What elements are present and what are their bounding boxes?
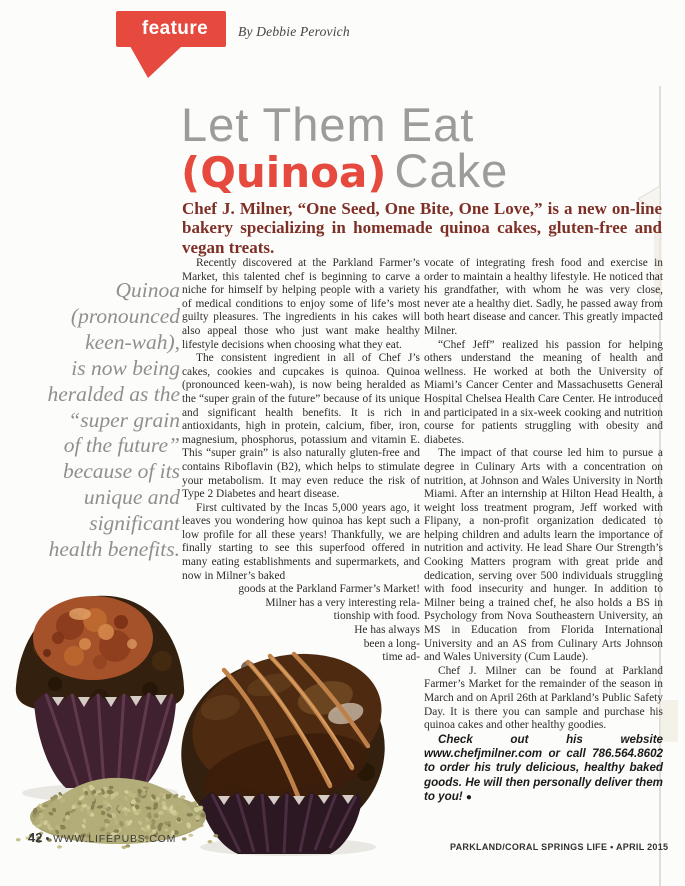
- article-title-line2: [181, 144, 509, 197]
- pull-quote-line: heralded as the: [47, 381, 180, 406]
- article-title-quinoa: (Quinoa): [181, 148, 387, 197]
- pull-quote-line: unique and: [83, 485, 180, 510]
- pull-quote-line: because of its: [62, 459, 180, 484]
- paragraph: First cultivated by the Incas 5,000 years ago, it leaves you wondering how quinoa has kept such a low profile for all these years! Thankfully, we are finally starting to see this superfood offered in many eating establishments and supermarkets, and now in Milner’s baked: [182, 501, 420, 582]
- paragraph: The impact of that course led him to pursue a degree in Culinary Arts with a concentration on nutrition, at Johnson and Wales University in North Miami. After an internship at Hilton Head Health, a weight loss treatment program, Jeff worked with Flipany, a non-profit organization dedicated to helping children and adults learn the importance of nutrition and activity. He lead Share Our Strength’s Cooking Matters program with great pride and dedication, serving over 500 individuals struggling with food insecurity and hunger. In addition to Milner being a trained chef, he also holds a BS in Psychology from Nova Southeastern University, an MS in Education from Florida International University and an AS from Culinary Arts Johnson and Wales University (Cum Laude).: [424, 447, 663, 664]
- paragraph: vocate of integrating fresh food and exercise in order to maintain a healthy lifestyle. He noticed that his grandfather, with whom he was very close, never ate a healthy diet. Sadly, he passed away from both heart disease and cancer. This greatly impacted Milner.: [424, 257, 663, 337]
- paragraph: Chef J. Milner can be found at Parkland Farmer’s Market for the remainder of the season in March and on April 26th at Parkland’s Public Safety Day. It is there you can sample and purchase his quinoa cakes and other healthy goodies.: [424, 664, 663, 732]
- wrap-line: goods at the Parkland Farmer’s Market!: [238, 583, 420, 596]
- paragraph: The consistent ingredient in all of Chef J’s cakes, cookies and cupcakes is quinoa. Quinoa (pronounced keen-wah), is now being heralded as the “super grain of the future” because of its unique and significant health benefits. It is rich in antioxidants, high in protein, calcium, fiber, iron, magnesium, phosphorus, potassium and vitamin E. This “super grain” is also naturally gluten-free and contains Riboflavin (B2), which helps to stimulate your metabolism. It may even reduce the risk of Type 2 Diabetes and heart disease.: [182, 352, 420, 501]
- pull-quote-line: (pronounced: [70, 303, 180, 328]
- feature-ribbon-label: feature: [141, 18, 209, 39]
- wrap-line: tionship with food.: [333, 610, 420, 623]
- footer-separator: •: [45, 833, 51, 845]
- wrap-line: Milner has a very interesting rela-: [265, 596, 420, 609]
- body-column-left: [182, 257, 420, 665]
- photo-wrap-text: [182, 583, 420, 665]
- footer-left: [28, 830, 176, 845]
- closing-call-to-action: [424, 733, 663, 805]
- article-title-cake: Cake: [394, 144, 509, 197]
- pull-quote-line: significant: [89, 511, 180, 536]
- pull-quote-line: health benefits.: [48, 537, 180, 562]
- pull-quote-line: is now being: [71, 355, 180, 380]
- page-number: 42: [28, 830, 43, 845]
- byline: By Debbie Perovich: [238, 24, 350, 39]
- closing-text: Check out his website www.chefjmilner.com or call 786.564.8602 to order his truly delicious, healthy baked goods. He will then personally deliver them to you!: [424, 732, 663, 803]
- article-title-line1: Let Them Eat: [181, 98, 475, 151]
- footer-site-url: WWW.LIFEPUBS.COM: [53, 833, 177, 845]
- wrap-line: He has always: [354, 624, 420, 637]
- end-mark-bullet: ●: [465, 791, 472, 803]
- pull-quote-line: of the future”: [63, 433, 180, 458]
- pull-quote-line: Quinoa: [115, 278, 180, 302]
- left-cupcake: [16, 596, 184, 788]
- wrap-line: been a long-: [363, 637, 420, 650]
- pull-quote-line: “super grain: [68, 407, 180, 432]
- pull-quote: [4, 278, 180, 563]
- pull-quote-line: keen-wah),: [85, 329, 180, 354]
- wrap-line: time ad-: [382, 651, 420, 664]
- footer-right: PARKLAND/CORAL SPRINGS LIFE • APRIL 2015: [450, 842, 669, 852]
- body-column-right: [424, 257, 663, 805]
- paragraph: Recently discovered at the Parkland Farmer’s Market, this talented chef is beginning to carve a niche for himself by helping people with a variety of medical conditions to enjoy some of life’s most guilty pleasures. The ingredients in his cakes will also appeal those who just want make healthy lifestyle decisions when choosing what they eat.: [182, 257, 420, 351]
- paragraph: “Chef Jeff” realized his passion for helping others understand the meaning of health and wellness. He worked at both the University of Miami’s Cancer Center and Massachusetts General Hospital Chelsea Health Care Center. He introduced and participated in a six-week cooking and nutrition course for patients struggling with obesity and diabetes.: [424, 338, 663, 446]
- intro-deck: Chef J. Milner, “One Seed, One Bite, One Love,” is a new on-line bakery specializing in homemade quinoa cakes, gluten-free and vegan treats.: [182, 199, 662, 257]
